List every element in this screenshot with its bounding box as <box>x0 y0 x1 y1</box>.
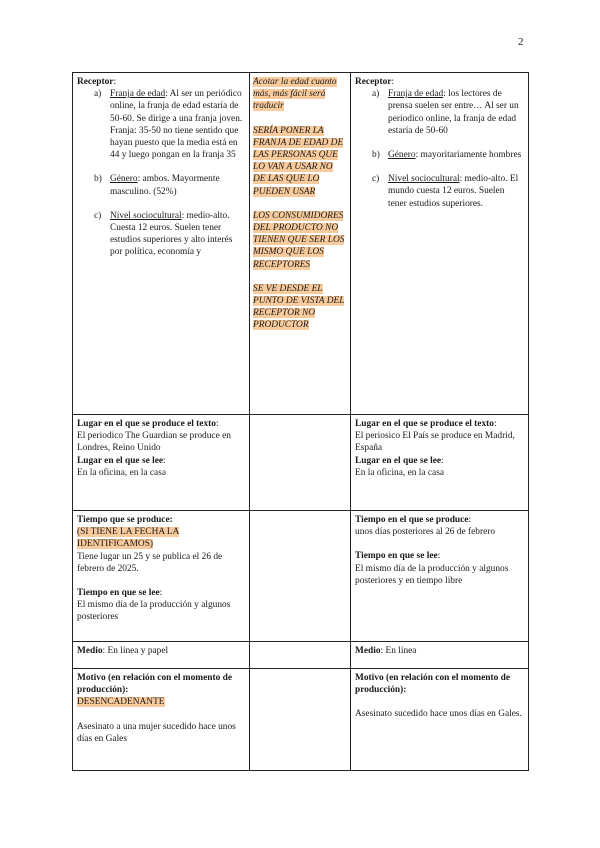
list-item: a) Franja de edad: los lectores de prensa suelen ser entre… Al ser un periodico online, la franja de edad estaría de 50-60 <box>372 89 519 136</box>
cell-motivo-left: Motivo (en relación con el momento de producción): DESENCADENANTE Asesinato a una mujer sucedido hace unos días en Gales <box>73 669 250 771</box>
cell-medio-left: Medio: En línea y papel <box>73 642 250 669</box>
highlight-note: (SI TIENE LA FECHA LA IDENTIFICAMOS) <box>77 527 180 550</box>
cell-motivo-right: Motivo (en relación con el momento de producción): Asesinato sucedido hace unos días en Gales. <box>351 669 529 771</box>
list-item: c) Nivel sociocultural: medio-alto. El mundo cuesta 12 euros. Suelen tener estudios superiores. <box>372 174 519 209</box>
cell-receptor-left: Receptor: a) Franja de edad: Al ser un periódico online, la franja de edad estaría de 50-60. Se dirige a una franja joven. Franja: 35-50 no tiene sentido que hayan puesto que la media está en 44 y luego pongan en la franja 35 b) Género: ambos. Mayormente masculino. (52%) c) Nivel sociocultural: medio-alto. Cuesta 12 euros. Suelen tener estudios superiores y alto interés por política, economía y <box>73 73 250 415</box>
comment-note: Acotar la edad cuanto más, más fácil será traducir <box>253 77 337 112</box>
comment-note: SE VE DESDE EL PUNTO DE VISTA DEL RECEPTOR NO PRODUCTOR <box>253 283 345 331</box>
highlight-note: DESENCADENANTE <box>77 697 165 708</box>
table-row-medio <box>73 642 529 669</box>
cell-empty <box>250 415 351 511</box>
table-row-lugar <box>73 415 529 511</box>
list-item: b) Género: ambos. Mayormente masculino. (52%) <box>94 174 220 197</box>
list-item: b) Género: mayoritariamente hombres <box>372 150 522 161</box>
cell-empty <box>250 669 351 771</box>
receptor-list-right <box>355 88 524 210</box>
receptor-list-left <box>77 88 245 258</box>
receptor-heading: Receptor <box>355 77 392 87</box>
comment-note: SERÍA PONER LA FRANJA DE EDAD DE LAS PERSONAS QUE LO VAN A USAR NO DE LAS QUE LO PUEDEN USAR <box>253 125 344 197</box>
cell-comments <box>250 73 351 415</box>
cell-empty <box>250 642 351 669</box>
analysis-table <box>72 72 529 771</box>
list-item: a) Franja de edad: Al ser un periódico online, la franja de edad estaría de 50-60. Se dirige a una franja joven. Franja: 35-50 no tiene sentido que hayan puesto que la media está en 44 y luego pongan en la franja 35 <box>94 89 243 161</box>
receptor-heading: Receptor <box>77 77 114 87</box>
table-row-motivo <box>73 669 529 771</box>
list-item: c) Nivel sociocultural: medio-alto. Cuesta 12 euros. Suelen tener estudios superiores y alto interés por política, economía y <box>94 210 233 258</box>
cell-tiempo-right: Tiempo en el que se produce: unos días posteriores al 26 de febrero Tiempo en que se lee: El mismo día de la producción y algunos posteriores y en tiempo libre <box>351 511 529 642</box>
cell-tiempo-left: Tiempo que se produce: (SI TIENE LA FECHA LA IDENTIFICAMOS) Tiene lugar un 25 y se publica el 26 de febrero de 2025. Tiempo en que se lee: El mismo día de la producción y algunos posteriores <box>73 511 250 642</box>
cell-empty <box>250 511 351 642</box>
table-row-tiempo <box>73 511 529 642</box>
table-row-receptor <box>73 73 529 415</box>
cell-receptor-right: Receptor: a) Franja de edad: los lectores de prensa suelen ser entre… Al ser un periodico online, la franja de edad estaría de 50-60 b) Género: mayoritariamente hombres c) Nivel sociocultural: medio-alto. El mundo cuesta 12 euros. Suelen tener estudios superiores. <box>351 73 529 415</box>
cell-lugar-right: Lugar en el que se produce el texto: El periosico El País se produce en Madrid, España Lugar en el que se lee: En la oficina, en la casa <box>351 415 529 511</box>
cell-medio-right: Medio: En línea <box>351 642 529 669</box>
page-number: 2 <box>518 36 524 48</box>
cell-lugar-left: Lugar en el que se produce el texto: El periodico The Guardian se produce en Londres, Reino Unido Lugar en el que se lee: En la oficina, en la casa <box>73 415 250 511</box>
comment-note: LOS CONSUMIDORES DEL PRODUCTO NO TIENEN QUE SER LOS MISMO QUE LOS RECEPTORES <box>253 210 345 270</box>
